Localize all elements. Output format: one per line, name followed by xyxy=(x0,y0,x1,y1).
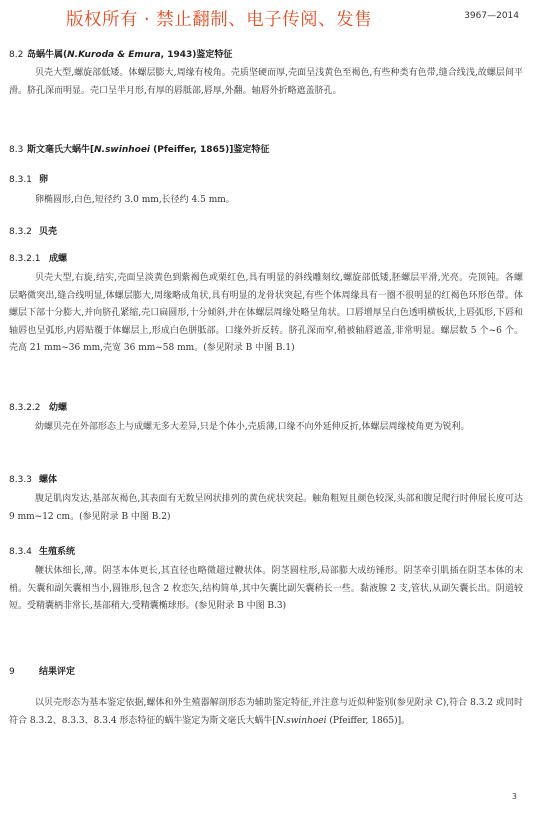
section-number: 8.3.2.2 xyxy=(9,403,41,413)
section-8-3-2-2-body: 幼螺贝壳在外部形态上与成螺无多大差异,只是个体小,壳质薄,口缘不向外延伸反折,体螺层周缘棱角更为锐利。 xyxy=(35,422,470,432)
heading-text: 卵 xyxy=(39,175,49,185)
section-8-2-heading xyxy=(9,47,232,60)
section-number: 8.3.2 xyxy=(9,227,32,237)
heading-text: 幼螺 xyxy=(49,403,68,413)
heading-text: 成螺 xyxy=(49,254,68,264)
heading-italic: N.Kuroda & Emura xyxy=(67,50,161,60)
heading-text: 结果评定 xyxy=(39,667,76,677)
section-number: 9 xyxy=(9,667,15,677)
section-number: 8.3 xyxy=(9,145,24,155)
page-number: 3 xyxy=(511,792,517,801)
section-number: 8.2 xyxy=(9,50,24,60)
section-number: 8.3.4 xyxy=(9,547,32,557)
heading-italic: N.swinhoei xyxy=(94,145,151,155)
section-8-2-body: 贝壳大型,螺旋部低矮。体螺层膨大,周缘有棱角。壳质坚硬而厚,壳面呈浅黄色至褐色,有些种类有色带,缝合线浅,故螺层间平滑。脐孔深而明显。壳口呈半月形,有厚的唇胝部,唇厚,外翻。轴唇外折略遮盖脐孔。 xyxy=(9,68,523,96)
heading-text: 螺体 xyxy=(39,475,58,485)
section-number: 8.3.2.1 xyxy=(9,254,41,264)
section-9-body xyxy=(9,695,523,730)
section-8-3-1-body: 卵椭圆形,白色,短径约 3.0 mm,长径约 4.5 mm。 xyxy=(35,195,235,205)
watermark-text: 版权所有 · 禁止翻制、电子传阅、发售 xyxy=(66,10,373,30)
section-8-3-2-heading xyxy=(9,224,57,237)
heading-text: (Pfeiffer, 1865)]鉴定特征 xyxy=(150,145,270,155)
section-8-3-heading xyxy=(9,142,269,155)
section-8-3-2-2-heading xyxy=(9,400,67,413)
section-number: 8.3.3 xyxy=(9,475,32,485)
heading-text: 斯文毫氏大蜗牛[ xyxy=(27,145,95,155)
section-8-3-1-heading xyxy=(9,172,48,185)
heading-text: 生殖系统 xyxy=(39,547,76,557)
body-italic: N.swinhoei xyxy=(275,715,327,726)
body-text: 以贝壳形态为基本鉴定依据,螺体和外生殖器解剖形态为辅助鉴定特征,并注意与近似种鉴别(参见附录 C),符合 8.3.2 或同时符合 8.3.2、8.3.3、8.3.4 形态特征的蜗牛鉴定为斯文毫氏大蜗牛[ xyxy=(9,698,523,726)
section-8-3-3-body: 腹足肌肉发达,基部灰褐色,其表面有无数呈网状排列的黄色疣状突起。触角粗短且颜色较深,头部和腹足爬行时伸展长度可达 9 mm~12 cm。(参见附录 B 中图 B.2) xyxy=(9,494,523,522)
section-8-3-4-body: 鞭状体细长,薄。阴茎本体更长,其直径也略微超过鞭状体。阴茎圆柱形,局部膨大成纺锤形。阴茎牵引肌插在阴茎本体的末梢。矢囊和副矢囊相当小,圆锥形,包含 2 枚恋矢,结构简单,其中矢囊比副矢囊稍长一些。黏液腺 2 支,管状,从副矢囊长出。阴道较短。受精囊柄非常长,基部稍大,受精囊椭球形。(参见附录 B 中图 B.3) xyxy=(9,566,523,612)
section-8-3-3-heading xyxy=(9,472,57,485)
heading-text: 岛蜗牛属( xyxy=(27,50,68,60)
section-8-3-2-1-heading xyxy=(9,251,67,264)
heading-text: 贝壳 xyxy=(39,227,58,237)
section-number: 8.3.1 xyxy=(9,175,32,185)
standard-number: 3967—2014 xyxy=(464,11,519,21)
body-text: (Pfeiffer, 1865)]。 xyxy=(326,715,411,726)
section-9-heading xyxy=(9,664,75,677)
section-8-3-4-heading xyxy=(9,544,75,557)
section-8-3-2-1-body: 贝壳大型,右旋,结实,壳面呈淡黄色到紫褐色或栗红色,具有明显的斜线雕刻纹,螺旋部低矮,胚螺层平滑,光亮。壳顶钝。各螺层略微突出,缝合线明显,体螺层膨大,周缘略成角状,具有明显的龙骨状突起,有些个体周缘具有一圈不很明显的红褐色环形色带。体螺层下部十分膨大,并向脐孔紧缩,壳口扁圆形,十分倾斜,并在体螺层周缘处略呈角状。口唇增厚呈白色透明横板状,上唇弧形,下唇和轴唇也呈弧形,内唇贴覆于体螺层上,形成白色胼胝部。口缘外折反转。脐孔深而窄,稍被轴唇遮盖,非常明显。螺层数 5 个~6 个。壳高 21 mm~36 mm,壳宽 36 mm~58 mm。(参见附录 B 中图 B.1) xyxy=(9,273,523,354)
heading-text: , 1943)鉴定特征 xyxy=(160,50,233,60)
